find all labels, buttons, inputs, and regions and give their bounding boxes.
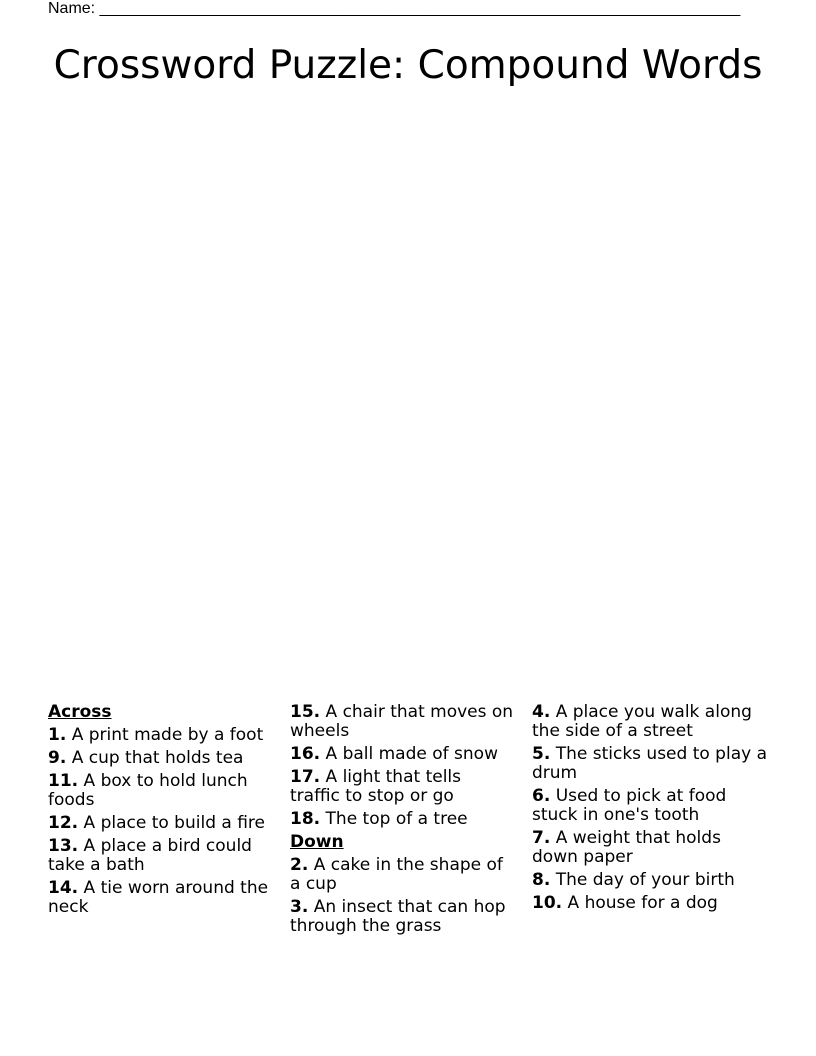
- clue-down-7: [532, 829, 768, 867]
- clues-column-3: [532, 703, 768, 917]
- clue-number: 13.: [48, 836, 79, 856]
- clue-text: A print made by a foot: [71, 725, 264, 745]
- clue-number: 8.: [532, 870, 551, 890]
- page-title: Crossword Puzzle: Compound Words: [53, 43, 763, 88]
- clue-across-12: [48, 814, 273, 833]
- clue-across-13: [48, 837, 273, 875]
- clue-number: 1.: [48, 725, 67, 745]
- clue-down-5: [532, 745, 768, 783]
- clue-text: The day of your birth: [555, 870, 735, 890]
- clue-number: 15.: [290, 702, 321, 722]
- down-heading: Down: [290, 832, 344, 852]
- clue-number: 12.: [48, 813, 79, 833]
- clue-down-2: [290, 856, 515, 894]
- clue-across-15: [290, 703, 515, 741]
- clue-text: Used to pick at food stuck in one's tooth: [532, 786, 727, 825]
- clue-number: 10.: [532, 893, 563, 913]
- clue-text: A weight that holds down paper: [532, 828, 721, 867]
- clue-number: 3.: [290, 897, 309, 917]
- clue-across-1: [48, 726, 273, 745]
- clue-text: A place to build a fire: [83, 813, 265, 833]
- clue-number: 4.: [532, 702, 551, 722]
- clue-text: A box to hold lunch foods: [48, 771, 248, 810]
- crossword-grid-area: [48, 110, 768, 695]
- clue-number: 17.: [290, 767, 321, 787]
- name-field-label: Name: ________________________________________________________________________: [48, 0, 741, 17]
- clue-number: 9.: [48, 748, 67, 768]
- clue-number: 11.: [48, 771, 79, 791]
- across-heading: Across: [48, 702, 112, 722]
- clue-text: A cake in the shape of a cup: [290, 855, 503, 894]
- clue-text: An insect that can hop through the grass: [290, 897, 506, 936]
- clue-across-9: [48, 749, 273, 768]
- clue-text: The top of a tree: [325, 809, 468, 829]
- clue-number: 7.: [532, 828, 551, 848]
- clue-number: 16.: [290, 744, 321, 764]
- clue-text: The sticks used to play a drum: [532, 744, 767, 783]
- clue-down-10: [532, 894, 768, 913]
- clue-text: A place you walk along the side of a street: [532, 702, 752, 741]
- clue-text: A cup that holds tea: [71, 748, 244, 768]
- clue-text: A light that tells traffic to stop or go: [290, 767, 461, 806]
- clue-down-3: [290, 898, 515, 936]
- clue-down-4: [532, 703, 768, 741]
- clue-across-17: [290, 768, 515, 806]
- clues-column-2: [290, 703, 515, 940]
- clue-text: A place a bird could take a bath: [48, 836, 252, 875]
- clue-number: 5.: [532, 744, 551, 764]
- clue-number: 6.: [532, 786, 551, 806]
- clue-text: A tie worn around the neck: [48, 878, 269, 917]
- clue-number: 2.: [290, 855, 309, 875]
- clue-text: A ball made of snow: [325, 744, 498, 764]
- clue-text: A chair that moves on wheels: [290, 702, 514, 741]
- clue-text: A house for a dog: [567, 893, 718, 913]
- clue-across-18: [290, 810, 515, 829]
- clue-down-8: [532, 871, 768, 890]
- clue-number: 14.: [48, 878, 79, 898]
- clue-down-6: [532, 787, 768, 825]
- clues-column-1: [48, 703, 273, 921]
- clue-number: 18.: [290, 809, 321, 829]
- clue-across-11: [48, 772, 273, 810]
- clue-across-14: [48, 879, 273, 917]
- clue-across-16: [290, 745, 515, 764]
